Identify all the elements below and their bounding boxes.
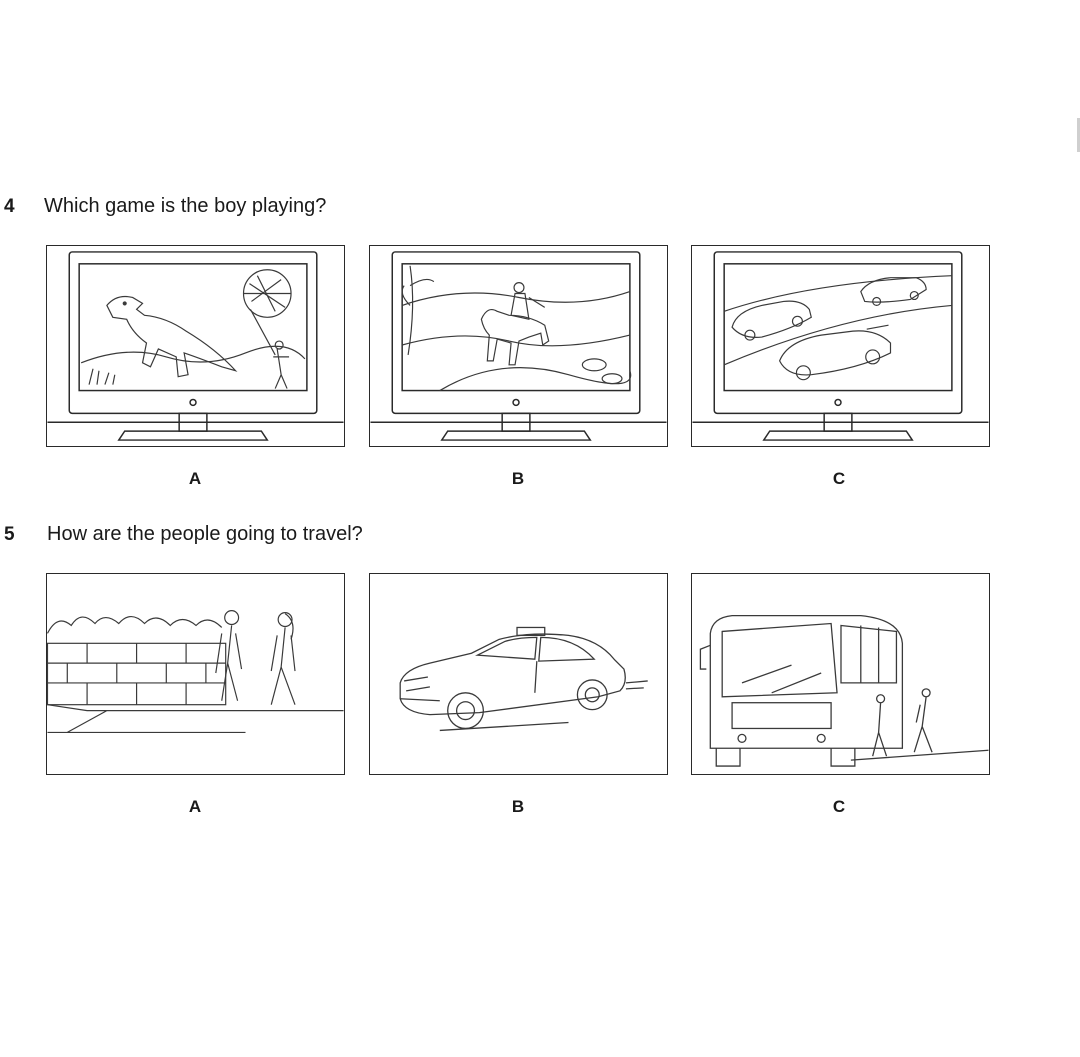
question-4-text: Which game is the boy playing?: [44, 195, 327, 217]
option-4b-label: B: [511, 469, 525, 488]
option-5a-picture[interactable]: [46, 573, 345, 775]
option-4c-label: C: [832, 469, 846, 488]
option-4b-picture[interactable]: [369, 245, 668, 447]
option-4a-label: A: [188, 469, 202, 488]
option-5c-label: C: [832, 797, 846, 816]
tv-car-racing-illustration: [692, 246, 989, 446]
taxi-car-illustration: [370, 574, 667, 774]
bus-illustration: [692, 574, 989, 774]
option-4a-picture[interactable]: [46, 245, 345, 447]
question-5-text: How are the people going to travel?: [47, 523, 363, 545]
tv-knight-horse-illustration: [370, 246, 667, 446]
tv-dinosaur-illustration: [47, 246, 344, 446]
option-5a-label: A: [188, 797, 202, 816]
option-4c-picture[interactable]: [691, 245, 990, 447]
question-4-number: 4: [4, 196, 15, 217]
question-5-number: 5: [4, 524, 15, 545]
option-5b-picture[interactable]: [369, 573, 668, 775]
option-5c-picture[interactable]: [691, 573, 990, 775]
option-5b-label: B: [511, 797, 525, 816]
people-walking-illustration: [47, 574, 344, 774]
